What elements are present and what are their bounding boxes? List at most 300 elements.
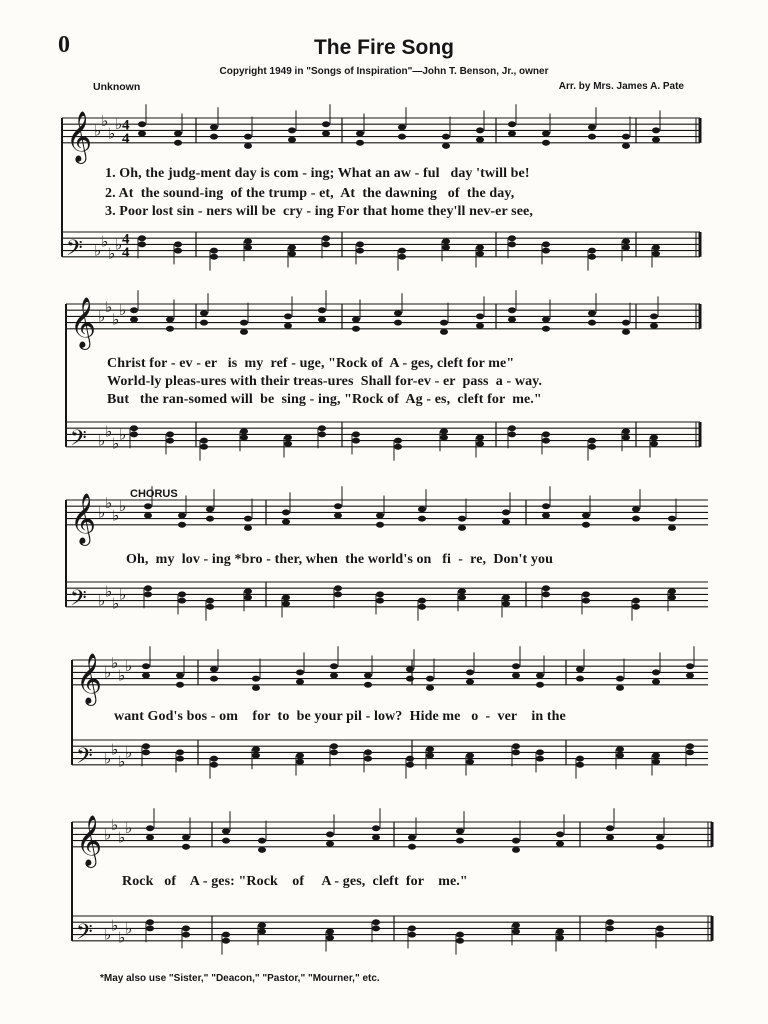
note-head-treble-s1-10 (508, 307, 516, 313)
note-head-treble-s2-0 (144, 503, 152, 509)
note-head-treble-lower-s0-1 (174, 140, 182, 146)
note-head-treble-s1-4 (284, 313, 292, 319)
note-head-bass-lower-s3-1 (176, 756, 184, 762)
note-head-treble-lower-s3-10 (512, 673, 520, 679)
note-head-treble-s1-0 (130, 307, 138, 313)
note-head-bass-lower-s3-14 (652, 759, 660, 765)
note-head-treble-s2-1 (178, 513, 186, 519)
note-head-bass-lower-s1-2 (200, 444, 208, 450)
note-head-treble-s4-9 (556, 831, 564, 837)
note-head-treble-s2-13 (668, 516, 676, 522)
note-head-bass-lower-s1-12 (588, 444, 596, 450)
note-head-bass-s1-1 (166, 431, 174, 437)
note-head-treble-lower-s0-9 (476, 137, 484, 143)
note-head-bass-lower-s4-11 (656, 932, 664, 938)
note-head-treble-s3-0 (142, 663, 150, 669)
verse-3-line-1: 3. Poor lost sin - ners will be cry - ing For that home they'll nev-er see, (105, 204, 533, 219)
note-head-treble-s4-0 (146, 825, 154, 831)
note-head-treble-s2-11 (582, 513, 590, 519)
note-head-treble-s0-14 (652, 127, 660, 133)
key-flat-s4-1-2: ♭ (118, 928, 126, 947)
note-head-treble-lower-s1-5 (318, 317, 326, 323)
chorus-line-3: Rock of A - ges: "Rock of A - ges, cleft for me." (122, 874, 468, 889)
note-head-bass-lower-s3-5 (330, 749, 338, 755)
treble-clef-s0: 𝄞 (66, 110, 93, 162)
time-sig-top-s0-0: 4 (122, 117, 130, 134)
bass-clef-s0: 𝄢 (66, 235, 83, 266)
note-head-bass-s1-5 (318, 425, 326, 431)
chorus-line-1: Oh, my lov - ing *bro - ther, when the world's on fi - re, Don't you (126, 552, 553, 567)
note-head-bass-lower-s3-15 (686, 749, 694, 755)
note-head-treble-s2-4 (282, 509, 290, 515)
note-head-bass-lower-s0-2 (210, 254, 218, 260)
treble-clef-s1: 𝄞 (70, 296, 97, 348)
note-head-bass-s4-1 (182, 925, 190, 931)
note-head-bass-lower-s2-3 (244, 595, 252, 601)
arranger-credit: Arr. by Mrs. James A. Pate (558, 81, 684, 92)
note-head-bass-lower-s0-11 (542, 248, 550, 254)
note-head-treble-lower-s2-2 (206, 516, 214, 522)
note-head-treble-s4-5 (372, 825, 380, 831)
note-head-bass-lower-s3-11 (536, 756, 544, 762)
note-head-treble-s0-3 (244, 134, 252, 140)
note-head-bass-lower-s3-10 (512, 749, 520, 755)
note-head-treble-s3-8 (426, 676, 434, 682)
note-head-treble-lower-s2-9 (502, 519, 510, 525)
note-head-bass-s1-10 (508, 425, 516, 431)
note-head-bass-lower-s3-3 (252, 753, 260, 759)
note-head-bass-lower-s0-1 (174, 248, 182, 254)
key-flat-s0-1-3: ♭ (115, 235, 123, 254)
note-head-treble-lower-s4-9 (556, 841, 564, 847)
note-head-treble-lower-s3-4 (296, 679, 304, 685)
key-flat-s3-0-3: ♭ (125, 657, 133, 676)
note-head-treble-s2-2 (206, 506, 214, 512)
note-head-bass-lower-s3-0 (142, 749, 150, 755)
note-head-bass-lower-s1-1 (166, 438, 174, 444)
key-flat-s2-0-2: ♭ (112, 506, 120, 525)
note-head-bass-lower-s2-10 (542, 591, 550, 597)
note-head-treble-s4-3 (258, 838, 266, 844)
bass-clef-s1: 𝄢 (70, 425, 87, 456)
note-head-treble-lower-s4-3 (258, 847, 266, 853)
note-head-treble-s3-11 (536, 673, 544, 679)
note-head-bass-lower-s1-3 (240, 435, 248, 441)
note-head-treble-s2-6 (376, 513, 384, 519)
note-head-bass-lower-s2-12 (632, 604, 640, 610)
time-sig-top-s0-1: 4 (122, 231, 130, 248)
note-head-treble-s0-10 (508, 121, 516, 127)
note-head-treble-lower-s1-1 (166, 326, 174, 332)
note-head-treble-s0-4 (288, 127, 296, 133)
note-head-treble-s0-0 (138, 121, 146, 127)
key-flat-s3-1-3: ♭ (125, 743, 133, 762)
note-head-bass-s2-4 (282, 595, 290, 601)
key-flat-s2-1-3: ♭ (119, 585, 127, 604)
note-head-treble-lower-s2-8 (458, 525, 466, 531)
note-head-treble-s3-7 (406, 666, 414, 672)
note-head-bass-lower-s4-5 (372, 925, 380, 931)
note-head-bass-s0-4 (288, 245, 296, 251)
note-head-treble-lower-s3-1 (176, 682, 184, 688)
note-head-bass-lower-s0-5 (322, 241, 330, 247)
note-head-treble-lower-s1-13 (622, 329, 630, 335)
key-flat-s4-0-1: ♭ (111, 816, 119, 835)
note-head-treble-s1-9 (476, 313, 484, 319)
note-head-treble-lower-s1-10 (508, 317, 516, 323)
bass-clef-s2: 𝄢 (70, 585, 87, 616)
note-head-treble-s3-3 (252, 676, 260, 682)
note-head-treble-s1-14 (650, 313, 658, 319)
note-head-treble-s1-2 (200, 310, 208, 316)
note-head-bass-s1-12 (588, 438, 596, 444)
key-flat-s3-1-1: ♭ (111, 740, 119, 759)
note-head-bass-s1-4 (284, 435, 292, 441)
note-head-bass-s2-7 (418, 598, 426, 604)
note-head-treble-s3-4 (296, 669, 304, 675)
note-head-treble-lower-s4-0 (146, 835, 154, 841)
note-head-bass-lower-s1-4 (284, 441, 292, 447)
note-head-treble-lower-s0-11 (542, 140, 550, 146)
note-head-bass-s3-10 (512, 743, 520, 749)
note-head-bass-s1-0 (130, 425, 138, 431)
note-head-bass-lower-s3-9 (466, 759, 474, 765)
note-head-treble-s4-8 (512, 838, 520, 844)
key-flat-s0-0-1: ♭ (101, 112, 109, 131)
note-head-bass-s2-8 (458, 588, 466, 594)
key-flat-s1-0-0: ♭ (98, 307, 106, 326)
note-head-treble-s0-8 (442, 134, 450, 140)
note-head-treble-lower-s1-4 (284, 323, 292, 329)
note-head-treble-s2-12 (632, 506, 640, 512)
note-head-bass-lower-s0-8 (442, 245, 450, 251)
note-head-bass-s4-10 (606, 919, 614, 925)
note-head-treble-lower-s3-3 (252, 685, 260, 691)
note-head-treble-s4-4 (326, 831, 334, 837)
note-head-treble-lower-s1-9 (476, 323, 484, 329)
note-head-treble-s1-3 (240, 320, 248, 326)
note-head-bass-s2-3 (244, 588, 252, 594)
treble-clef-s2: 𝄞 (70, 492, 97, 544)
note-head-bass-lower-s1-14 (650, 441, 658, 447)
note-head-treble-lower-s1-8 (440, 329, 448, 335)
note-head-bass-s1-7 (394, 438, 402, 444)
note-head-treble-s1-11 (542, 317, 550, 323)
note-head-bass-lower-s2-0 (144, 591, 152, 597)
note-head-bass-lower-s1-5 (318, 431, 326, 437)
note-head-treble-s3-2 (210, 666, 218, 672)
key-flat-s2-0-1: ♭ (105, 494, 113, 513)
note-head-treble-s3-12 (576, 666, 584, 672)
note-head-bass-s4-6 (408, 925, 416, 931)
note-head-treble-s3-9 (466, 669, 474, 675)
note-head-bass-s3-7 (406, 756, 414, 762)
note-head-bass-lower-s1-11 (542, 438, 550, 444)
key-flat-s4-1-1: ♭ (111, 916, 119, 935)
note-head-bass-s2-10 (542, 585, 550, 591)
note-head-bass-lower-s4-2 (222, 938, 230, 944)
note-head-treble-s2-9 (502, 509, 510, 515)
treble-clef-s3: 𝄞 (76, 652, 103, 704)
key-flat-s3-0-1: ♭ (111, 654, 119, 673)
note-head-bass-s0-7 (398, 248, 406, 254)
note-head-treble-lower-s1-12 (588, 320, 596, 326)
note-head-bass-lower-s0-13 (622, 245, 630, 251)
note-head-bass-s2-6 (376, 591, 384, 597)
hymn-number: 0 (58, 32, 70, 58)
note-head-treble-lower-s4-4 (326, 841, 334, 847)
note-head-treble-s4-10 (606, 825, 614, 831)
note-head-treble-lower-s1-2 (200, 320, 208, 326)
key-flat-s4-1-0: ♭ (104, 925, 112, 944)
key-flat-s1-0-2: ♭ (112, 310, 120, 329)
note-head-treble-lower-s0-12 (588, 134, 596, 140)
author-credit: Unknown (93, 81, 141, 93)
note-head-treble-lower-s3-11 (536, 682, 544, 688)
note-head-bass-lower-s4-4 (326, 935, 334, 941)
bass-clef-s3: 𝄢 (76, 743, 93, 774)
note-head-bass-s3-3 (252, 746, 260, 752)
note-head-bass-s2-12 (632, 598, 640, 604)
note-head-bass-s3-11 (536, 749, 544, 755)
note-head-treble-s0-11 (542, 131, 550, 137)
note-head-bass-s3-15 (686, 743, 694, 749)
note-head-treble-lower-s4-2 (222, 838, 230, 844)
note-head-treble-s4-11 (656, 835, 664, 841)
copyright-notice: Copyright 1949 in "Songs of Inspiration"—John T. Benson, Jr., owner (219, 66, 549, 77)
note-head-treble-lower-s1-7 (394, 320, 402, 326)
note-head-treble-lower-s0-8 (442, 143, 450, 149)
note-head-treble-lower-s0-0 (138, 131, 146, 137)
key-flat-s2-1-2: ♭ (112, 594, 120, 613)
note-head-treble-lower-s3-0 (142, 673, 150, 679)
note-head-bass-s0-1 (174, 241, 182, 247)
note-head-bass-lower-s4-6 (408, 932, 416, 938)
note-head-treble-lower-s3-15 (686, 673, 694, 679)
note-head-treble-lower-s2-6 (376, 522, 384, 528)
note-head-bass-s0-9 (476, 245, 484, 251)
note-head-treble-lower-s3-8 (426, 685, 434, 691)
note-head-treble-lower-s0-6 (356, 140, 364, 146)
note-head-bass-lower-s1-9 (476, 441, 484, 447)
note-head-bass-s0-3 (244, 238, 252, 244)
note-head-bass-lower-s4-3 (258, 929, 266, 935)
note-head-bass-s4-2 (222, 932, 230, 938)
note-head-treble-s0-2 (210, 124, 218, 130)
key-flat-s1-1-3: ♭ (119, 425, 127, 444)
treble-clef-s4: 𝄞 (76, 814, 103, 866)
note-head-bass-s4-7 (456, 932, 464, 938)
key-flat-s0-1-2: ♭ (108, 244, 116, 263)
key-flat-s4-0-0: ♭ (104, 825, 112, 844)
note-head-bass-s0-0 (138, 235, 146, 241)
note-head-treble-lower-s2-3 (244, 525, 252, 531)
note-head-treble-s4-7 (456, 828, 464, 834)
note-head-treble-s0-7 (398, 124, 406, 130)
note-head-bass-lower-s1-6 (352, 438, 360, 444)
note-head-treble-s3-5 (330, 663, 338, 669)
note-head-treble-lower-s2-13 (668, 525, 676, 531)
note-head-treble-lower-s2-1 (178, 522, 186, 528)
note-head-treble-lower-s1-3 (240, 329, 248, 335)
note-head-treble-lower-s3-9 (466, 679, 474, 685)
note-head-treble-lower-s1-14 (650, 323, 658, 329)
note-head-treble-s3-10 (512, 663, 520, 669)
note-head-treble-s2-5 (334, 503, 342, 509)
note-head-bass-s0-10 (508, 235, 516, 241)
note-head-treble-s4-6 (408, 835, 416, 841)
verse-3-line-2: But the ran-somed will be sing - ing, "Rock of Ag - es, cleft for me." (107, 392, 542, 407)
note-head-bass-lower-s4-0 (146, 925, 154, 931)
note-head-bass-s0-12 (588, 248, 596, 254)
key-flat-s3-1-2: ♭ (118, 752, 126, 771)
note-head-bass-lower-s1-13 (622, 435, 630, 441)
note-head-bass-s3-4 (296, 753, 304, 759)
note-head-bass-s4-0 (146, 919, 154, 925)
key-flat-s4-0-3: ♭ (125, 819, 133, 838)
key-flat-s0-0-0: ♭ (94, 121, 102, 140)
note-head-bass-s2-2 (206, 598, 214, 604)
note-head-bass-lower-s3-4 (296, 759, 304, 765)
note-head-bass-lower-s2-4 (282, 601, 290, 607)
note-head-treble-s3-6 (364, 673, 372, 679)
note-head-treble-s2-10 (542, 503, 550, 509)
footnote: *May also use "Sister," "Deacon," "Pastor," "Mourner," etc. (100, 973, 380, 984)
note-head-treble-lower-s3-6 (364, 682, 372, 688)
note-head-bass-lower-s2-11 (582, 598, 590, 604)
note-head-bass-lower-s2-6 (376, 598, 384, 604)
note-head-bass-lower-s3-13 (616, 753, 624, 759)
note-head-bass-s4-3 (258, 922, 266, 928)
note-head-bass-s3-8 (426, 746, 434, 752)
note-head-treble-lower-s3-5 (330, 673, 338, 679)
note-head-treble-lower-s0-14 (652, 137, 660, 143)
note-head-bass-s2-1 (178, 591, 186, 597)
key-flat-s1-0-3: ♭ (119, 301, 127, 320)
key-flat-s1-1-0: ♭ (98, 431, 106, 450)
note-head-treble-lower-s4-5 (372, 835, 380, 841)
key-flat-s2-1-0: ♭ (98, 591, 106, 610)
note-head-treble-lower-s4-6 (408, 844, 416, 850)
note-head-bass-lower-s0-0 (138, 241, 146, 247)
note-head-treble-s0-1 (174, 131, 182, 137)
note-head-treble-lower-s2-0 (144, 513, 152, 519)
chorus-line-2: want God's bos - om for to be your pil - low? Hide me o - ver in the (114, 709, 566, 724)
note-head-bass-lower-s0-3 (244, 245, 252, 251)
note-head-treble-lower-s3-12 (576, 676, 584, 682)
note-head-treble-lower-s2-5 (334, 513, 342, 519)
note-head-treble-lower-s0-3 (244, 143, 252, 149)
note-head-treble-lower-s0-13 (622, 143, 630, 149)
key-flat-s3-0-2: ♭ (118, 666, 126, 685)
note-head-bass-lower-s1-8 (440, 435, 448, 441)
key-flat-s3-1-0: ♭ (104, 749, 112, 768)
note-head-bass-lower-s2-1 (178, 598, 186, 604)
note-head-treble-lower-s2-12 (632, 516, 640, 522)
note-head-bass-lower-s2-7 (418, 604, 426, 610)
note-head-bass-s4-8 (512, 922, 520, 928)
note-head-treble-lower-s4-11 (656, 844, 664, 850)
note-head-treble-s0-12 (588, 124, 596, 130)
note-head-treble-s2-7 (418, 506, 426, 512)
note-head-bass-s0-6 (356, 241, 364, 247)
note-head-treble-lower-s2-11 (582, 522, 590, 528)
note-head-bass-s0-8 (442, 238, 450, 244)
key-flat-s0-1-0: ♭ (94, 241, 102, 260)
key-flat-s1-1-2: ♭ (112, 434, 120, 453)
note-head-bass-lower-s2-2 (206, 604, 214, 610)
note-head-treble-s3-1 (176, 673, 184, 679)
note-head-bass-s1-9 (476, 435, 484, 441)
verse-2-line-2: World-ly pleas-ures with their treas-ures Shall for-ev - er pass a - way. (107, 374, 543, 389)
note-head-bass-s4-4 (326, 929, 334, 935)
note-head-bass-s0-13 (622, 238, 630, 244)
note-head-bass-lower-s1-10 (508, 431, 516, 437)
note-head-treble-lower-s0-2 (210, 134, 218, 140)
note-head-bass-lower-s3-2 (210, 762, 218, 768)
note-head-bass-s1-8 (440, 428, 448, 434)
chorus-label: CHORUS (130, 488, 178, 500)
note-head-bass-lower-s0-10 (508, 241, 516, 247)
note-head-treble-s1-5 (318, 307, 326, 313)
note-head-bass-s2-5 (334, 585, 342, 591)
note-head-bass-s1-14 (650, 435, 658, 441)
note-head-bass-lower-s2-13 (668, 595, 676, 601)
note-head-bass-lower-s3-8 (426, 753, 434, 759)
note-head-bass-lower-s0-7 (398, 254, 406, 260)
key-flat-s4-1-3: ♭ (125, 919, 133, 938)
note-head-bass-lower-s1-7 (394, 444, 402, 450)
note-head-treble-s3-14 (652, 669, 660, 675)
note-head-treble-lower-s3-7 (406, 676, 414, 682)
note-head-bass-s2-9 (502, 595, 510, 601)
note-head-bass-s0-14 (652, 245, 660, 251)
note-head-treble-lower-s3-14 (652, 679, 660, 685)
note-head-bass-s1-2 (200, 438, 208, 444)
key-flat-s0-1-1: ♭ (101, 232, 109, 251)
note-head-treble-s0-13 (622, 134, 630, 140)
time-sig-bottom-s0-0: 4 (122, 130, 130, 147)
note-head-bass-s3-6 (364, 749, 372, 755)
note-head-treble-lower-s0-10 (508, 131, 516, 137)
note-head-treble-s1-13 (622, 320, 630, 326)
note-head-treble-s1-6 (352, 317, 360, 323)
key-flat-s1-0-1: ♭ (105, 298, 113, 317)
note-head-bass-s3-5 (330, 743, 338, 749)
note-head-treble-s2-3 (244, 516, 252, 522)
note-head-bass-s1-3 (240, 428, 248, 434)
note-head-bass-s0-11 (542, 241, 550, 247)
key-flat-s2-0-3: ♭ (119, 497, 127, 516)
note-head-bass-lower-s4-8 (512, 929, 520, 935)
note-head-bass-s0-5 (322, 235, 330, 241)
note-head-bass-lower-s3-12 (576, 762, 584, 768)
note-head-treble-lower-s3-13 (616, 685, 624, 691)
note-head-bass-lower-s0-6 (356, 248, 364, 254)
note-head-bass-lower-s2-9 (502, 601, 510, 607)
note-head-bass-s3-2 (210, 756, 218, 762)
note-head-bass-s3-13 (616, 746, 624, 752)
note-head-bass-s1-13 (622, 428, 630, 434)
note-head-bass-s3-14 (652, 753, 660, 759)
note-head-treble-s0-5 (322, 121, 330, 127)
key-flat-s0-0-2: ♭ (108, 124, 116, 143)
note-head-treble-s2-8 (458, 516, 466, 522)
note-head-bass-lower-s4-1 (182, 932, 190, 938)
note-head-bass-lower-s2-8 (458, 595, 466, 601)
note-head-bass-s4-11 (656, 925, 664, 931)
note-head-bass-s3-12 (576, 756, 584, 762)
